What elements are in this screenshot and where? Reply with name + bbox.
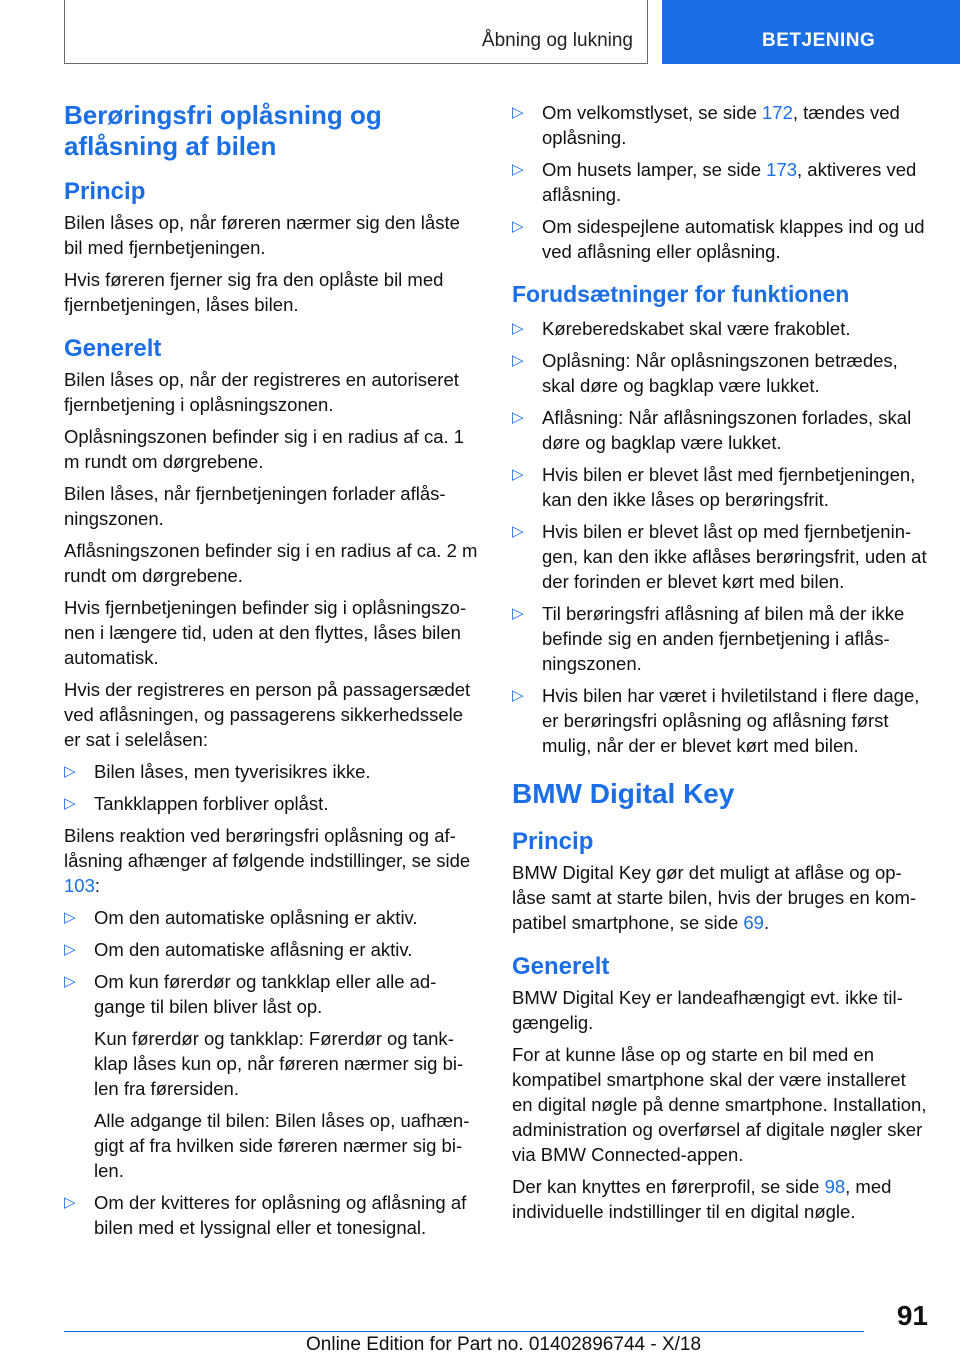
footer-rule (64, 1331, 864, 1332)
generelt-heading: Generelt (512, 953, 610, 980)
triangle-bullet-icon: ▷ (512, 523, 524, 540)
bmw-digital-key-heading: BMW Digital Key (512, 778, 735, 809)
indented-paragraph: Kun førerdør og tankklap: Førerdør og tankklap låses kun op, når føreren nærmer sig bilen fra førersiden. (94, 1028, 464, 1099)
page-link[interactable]: 69 (743, 912, 764, 933)
list-item: ▷ Aflåsning: Når aflåsningszonen forlades, skal døre og bagklap være lukket. (512, 407, 912, 453)
list-item: ▷ Køreberedskabet skal være frakoblet. (512, 318, 851, 339)
list-item: ▷ Om kun førerdør og tankklap eller alle adgange til bilen bliver låst op. (64, 971, 437, 1017)
paragraph: Der kan knyttes en førerprofil, se side 98, med individuelle indstillinger til en digital nøgle. (512, 1176, 892, 1222)
paragraph: Bilen låses op, når der registreres en autoriseret fjernbetjening i oplåsningszonen. (64, 369, 459, 415)
header-section-tab (662, 0, 960, 64)
paragraph: Hvis føreren fjerner sig fra den oplåste bil med fjernbetjeningen, låses bilen. (64, 269, 444, 315)
paragraph: BMW Digital Key gør det muligt at aflåse og oplåse samt at starte bilen, hvis der bruges en kompatibel smartphone, se side 69. (512, 862, 917, 933)
triangle-bullet-icon: ▷ (64, 763, 76, 780)
list-item: ▷ Om velkomstlyset, se side 172, tændes ved oplåsning. (512, 102, 900, 148)
list-item: ▷ Til berøringsfri aflåsning af bilen må der ikke befinde sig en anden fjernbetjening i aflåsningszonen. (512, 603, 905, 674)
paragraph: Hvis der registreres en person på passagersædet ved aflåsningen, og passagerens sikkerhedssele er sat i selelåsen: (64, 679, 471, 750)
bullet-list (512, 316, 928, 758)
list-item: ▷ Om der kvitteres for oplåsning og aflåsning af bilen med et lyssignal eller et tonesignal. (64, 1192, 467, 1238)
triangle-bullet-icon: ▷ (512, 605, 524, 622)
triangle-bullet-icon: ▷ (512, 352, 524, 369)
princip-heading: Princip (512, 828, 594, 855)
list-item: ▷ Om den automatiske oplåsning er aktiv. (64, 907, 418, 928)
chapter-title: Åbning og lukning (481, 30, 633, 51)
footer-edition: Online Edition for Part no. 01402896744 - X/18 (306, 1334, 702, 1355)
forudsaetninger-heading: Forudsætninger for funktionen (512, 281, 850, 307)
bullet-list (64, 759, 480, 816)
paragraph: Oplåsningszonen befinder sig i en radius af ca. 1 m rundt om dørgrebene. (64, 426, 465, 472)
list-item: ▷ Tankklappen forbliver oplåst. (64, 793, 329, 814)
triangle-bullet-icon: ▷ (512, 218, 524, 235)
paragraph: BMW Digital Key er landeafhængigt evt. ikke tilgængelig. (512, 987, 903, 1033)
list-item: ▷ Om den automatiske aflåsning er aktiv. (64, 939, 413, 960)
list-item: ▷ Hvis bilen er blevet låst op med fjernbetjeningen, kan den ikke aflåses berøringsfrit, uden at der forinden er blevet kørt med bilen. (512, 521, 927, 592)
triangle-bullet-icon: ▷ (64, 795, 76, 812)
princip-heading: Princip (64, 178, 146, 205)
right-column (512, 100, 928, 1231)
list-item: ▷ Hvis bilen har været i hviletilstand i flere dage, er berøringsfri oplåsning og aflåsning først mulig, når der er blevet kørt med bilen. (512, 685, 920, 756)
paragraph: For at kunne låse op og starte en bil med en kompatibel smartphone skal der være installeret en digital nøgle på denne smartphone. Installation, administration og overførsel af digitale nøgler sker via BMW Connected-appen. (512, 1044, 927, 1165)
triangle-bullet-icon: ▷ (512, 687, 524, 704)
triangle-bullet-icon: ▷ (64, 941, 76, 958)
triangle-bullet-icon: ▷ (512, 466, 524, 483)
paragraph: Bilen låses, når fjernbetjeningen forlader aflåsningszonen. (64, 483, 446, 529)
triangle-bullet-icon: ▷ (512, 104, 524, 121)
header-chapter-box (64, 0, 648, 64)
paragraph: Bilens reaktion ved berøringsfri oplåsning og aflåsning afhænger af følgende indstillinger, se side 103: (64, 825, 471, 896)
bullet-list (512, 100, 928, 264)
left-column (64, 100, 480, 1247)
bullet-list (64, 905, 480, 1019)
list-item: ▷ Oplåsning: Når oplåsningszonen betrædes, skal døre og bagklap være lukket. (512, 350, 898, 396)
triangle-bullet-icon: ▷ (512, 409, 524, 426)
list-item: ▷ Bilen låses, men tyverisikres ikke. (64, 761, 371, 782)
bullet-list (64, 1190, 480, 1240)
hand-pointer-icon (0, 0, 28, 30)
indented-paragraph: Alle adgange til bilen: Bilen låses op, uafhængigt af fra hvilken side føreren nærmer sig bilen. (94, 1110, 470, 1181)
triangle-bullet-icon: ▷ (512, 161, 524, 178)
triangle-bullet-icon: ▷ (64, 1194, 76, 1211)
paragraph: Bilen låses op, når føreren nærmer sig den låste bil med fjernbetjeningen. (64, 212, 460, 258)
triangle-bullet-icon: ▷ (512, 320, 524, 337)
page-number: 91 (896, 1300, 928, 1331)
page-link[interactable]: 103 (64, 875, 95, 896)
triangle-bullet-icon: ▷ (64, 973, 76, 990)
section-heading: Berøringsfri oplåsning og aflåsning af bilen (64, 100, 382, 161)
page-link[interactable]: 172 (762, 102, 793, 123)
paragraph: Aflåsningszonen befinder sig i en radius af ca. 2 m rundt om dørgrebene. (64, 540, 478, 586)
section-label: BETJENING (762, 30, 876, 51)
page-link[interactable]: 173 (766, 159, 798, 180)
generelt-heading: Generelt (64, 335, 162, 362)
page-link[interactable]: 98 (824, 1176, 846, 1197)
list-item: ▷ Om sidespejlene automatisk klappes ind og ud ved aflåsning eller oplåsning. (512, 216, 925, 262)
paragraph: Hvis fjernbetjeningen befinder sig i oplåsningszonen i længere tid, uden at den flyttes, låses bilen automatisk. (64, 597, 467, 668)
triangle-bullet-icon: ▷ (64, 909, 76, 926)
list-item: ▷ Om husets lamper, se side 173, aktiveres ved aflåsning. (512, 159, 917, 205)
list-item: ▷ Hvis bilen er blevet låst med fjernbetjeningen, kan den ikke låses op berøringsfrit. (512, 464, 916, 510)
